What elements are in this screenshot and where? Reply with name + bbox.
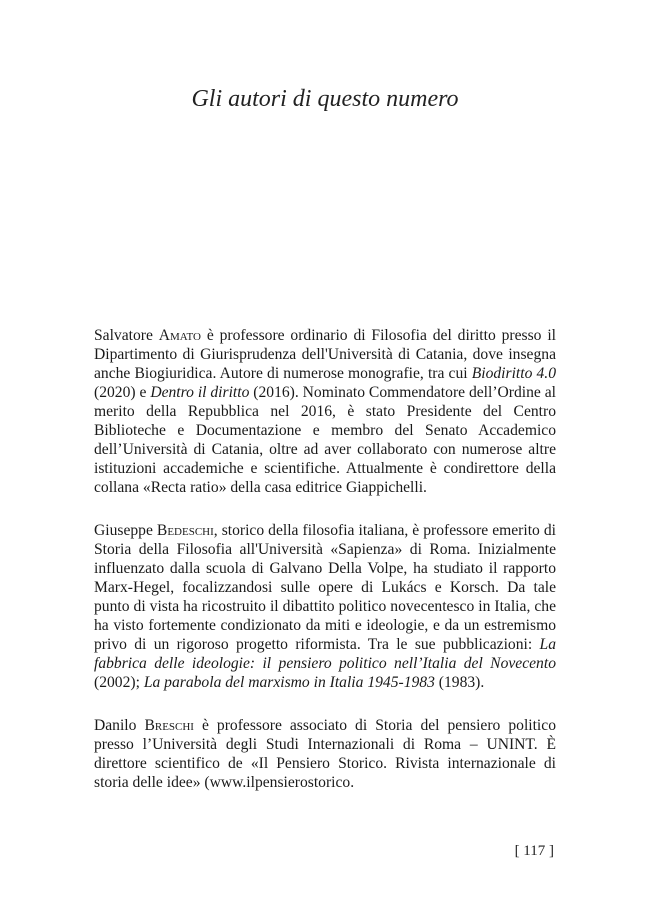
author-surname: Amato: [158, 327, 201, 344]
page-number: [ 117 ]: [514, 843, 554, 859]
bio-text: Danilo: [94, 717, 145, 734]
author-surname: Breschi: [144, 717, 194, 734]
bio-text: è professore associato di Storia del pensiero politico presso l’Università degli Studi Internazionali di Roma – UNINT. È direttore scientifico de «Il Pensiero Storico. Rivista internazionale di storia delle idee» (www.ilpensierostorico.: [94, 717, 556, 791]
publication-title: La parabola del marxismo in Italia 1945-1983: [143, 674, 435, 691]
page-title: Gli autori di questo numero: [191, 86, 459, 112]
publication-title: La fabbrica delle ideologie: il pensiero politico nell’Italia del Novecento: [94, 636, 556, 672]
bio-text: (2016). Nominato Commendatore dell’Ordine al merito della Repubblica nel 2016, è stato Presidente del Centro Biblioteche e Documentazione e membro del Senato Accademico dell’Università di Catania, oltre ad aver collaborato con numerose altre istituzioni accademiche e scientifiche. Attualmente è condirettore della collana «Recta ratio» della casa editrice Giappichelli.: [94, 384, 556, 496]
bio-text: Salvatore: [94, 327, 159, 344]
bio-text: (2002);: [94, 674, 144, 691]
publication-title: Dentro il diritto: [150, 384, 250, 401]
author-bio: [94, 716, 556, 792]
author-surname: Bedeschi: [156, 522, 214, 539]
bio-text: (2020) e: [94, 384, 151, 401]
bio-text: Giuseppe: [94, 522, 157, 539]
bio-text: (1983).: [434, 674, 485, 691]
bio-text: , storico della filosofia italiana, è professore emerito di Storia della Filosofia all'Università «Sapienza» di Roma. Inizialmente influenzato dalla scuola di Galvano Della Volpe, ha studiato il rapporto Marx-Hegel, focalizzandosi sulle opere di Lukács e Korsch. Da tale punto di vista ha ricostruito il dibattito politico novecentesco in Italia, che ha visto fortemente condizionato da miti e ideologie, e da un estremismo privo di un rigoroso progetto riformista. Tra le sue pubblicazioni:: [94, 522, 556, 653]
author-bio: [94, 521, 556, 692]
author-bios: [94, 326, 556, 816]
publication-title: Biodiritto 4.0: [471, 365, 556, 382]
bio-text: è professore ordinario di Filosofia del diritto presso il Dipartimento di Giurisprudenza dell'Università di Catania, dove insegna anche Biogiuridica. Autore di numerose monografie, tra cui: [94, 327, 556, 382]
author-bio: [94, 326, 556, 497]
